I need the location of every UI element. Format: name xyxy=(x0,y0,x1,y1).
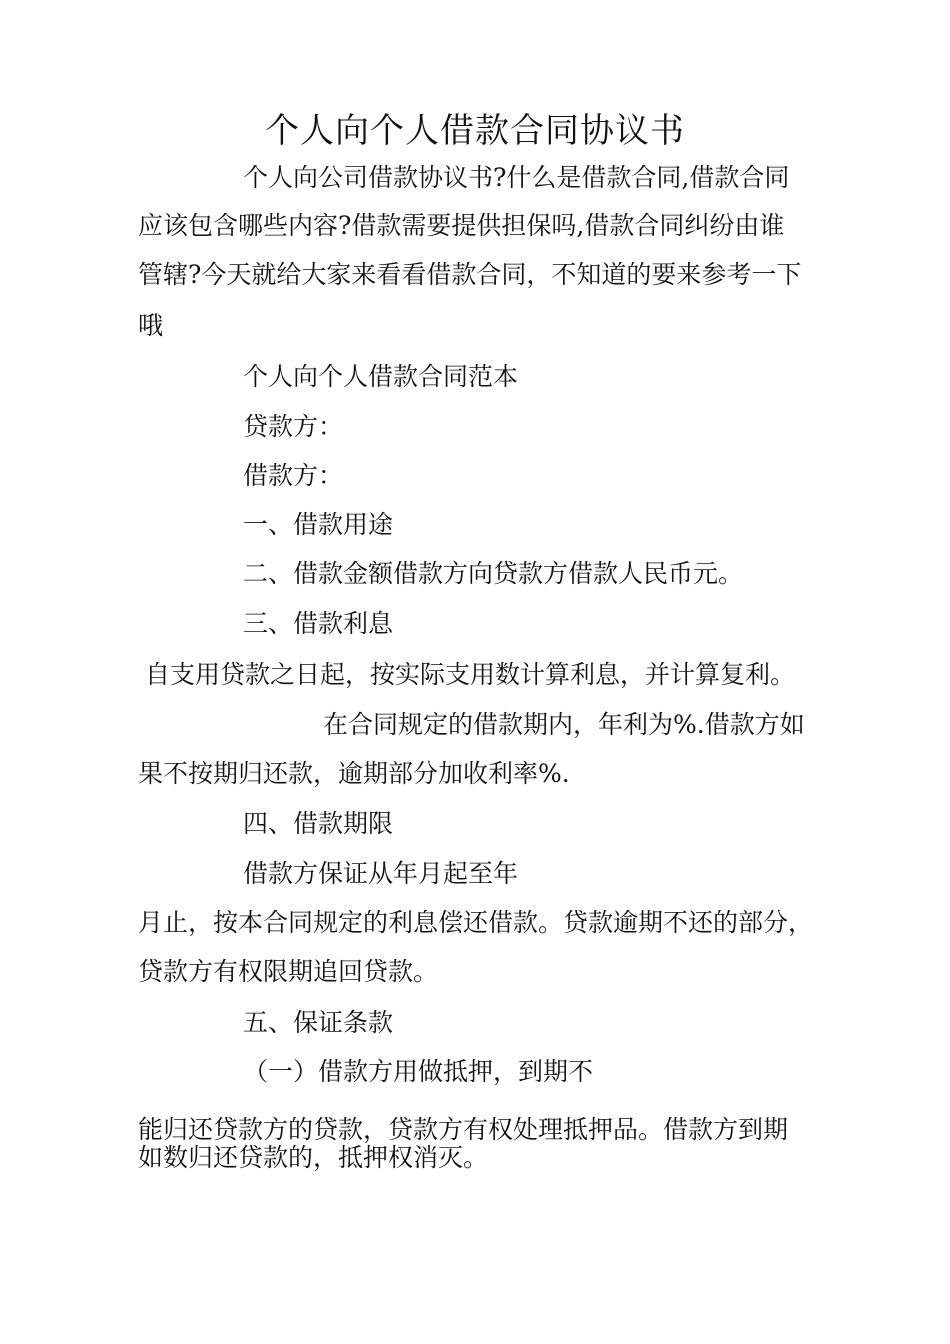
paragraph-line: 应该包含哪些内容?借款需要提供担保吗,借款合同纠纷由谁 xyxy=(138,211,785,240)
paragraph-line: 贷款方有权限期追回贷款。 xyxy=(138,957,439,986)
clause-heading: 四、借款期限 xyxy=(243,809,394,838)
paragraph-line: 哦 xyxy=(138,311,164,340)
paragraph-line: 在合同规定的借款期内，年利为%.借款方如 xyxy=(323,710,805,739)
section-heading: 个人向个人借款合同范本 xyxy=(243,362,519,391)
paragraph-line: （一）借款方用做抵押，到期不 xyxy=(243,1057,594,1086)
paragraph-line: 月止，按本合同规定的利息偿还借款。贷款逾期不还的部分， xyxy=(138,908,814,937)
paragraph-line: 借款方保证从年月起至年 xyxy=(243,859,519,888)
document-title: 个人向个人借款合同协议书 xyxy=(265,111,685,151)
clause-heading: 三、借款利息 xyxy=(243,609,394,638)
paragraph-line: 自支用贷款之日起，按实际支用数计算利息，并计算复利。 xyxy=(145,660,796,689)
paragraph-line: 管辖?今天就给大家来看看借款合同，不知道的要来参考一下 xyxy=(138,260,802,289)
paragraph-line: 个人向公司借款协议书?什么是借款合同,借款合同 xyxy=(243,163,790,192)
paragraph-line: 能归还贷款方的贷款，贷款方有权处理抵押品。借款方到期 xyxy=(138,1115,789,1144)
clause-heading: 一、借款用途 xyxy=(243,510,394,539)
party-label-borrower: 借款方： xyxy=(243,461,344,490)
paragraph-line: 果不按期归还款，逾期部分加收利率%. xyxy=(138,759,570,788)
party-label-lender: 贷款方： xyxy=(243,412,344,441)
clause-heading: 五、保证条款 xyxy=(243,1008,394,1037)
clause-heading: 二、借款金额借款方向贷款方借款人民币元。 xyxy=(243,559,744,588)
paragraph-line: 如数归还贷款的，抵押权消灭。 xyxy=(138,1143,489,1172)
